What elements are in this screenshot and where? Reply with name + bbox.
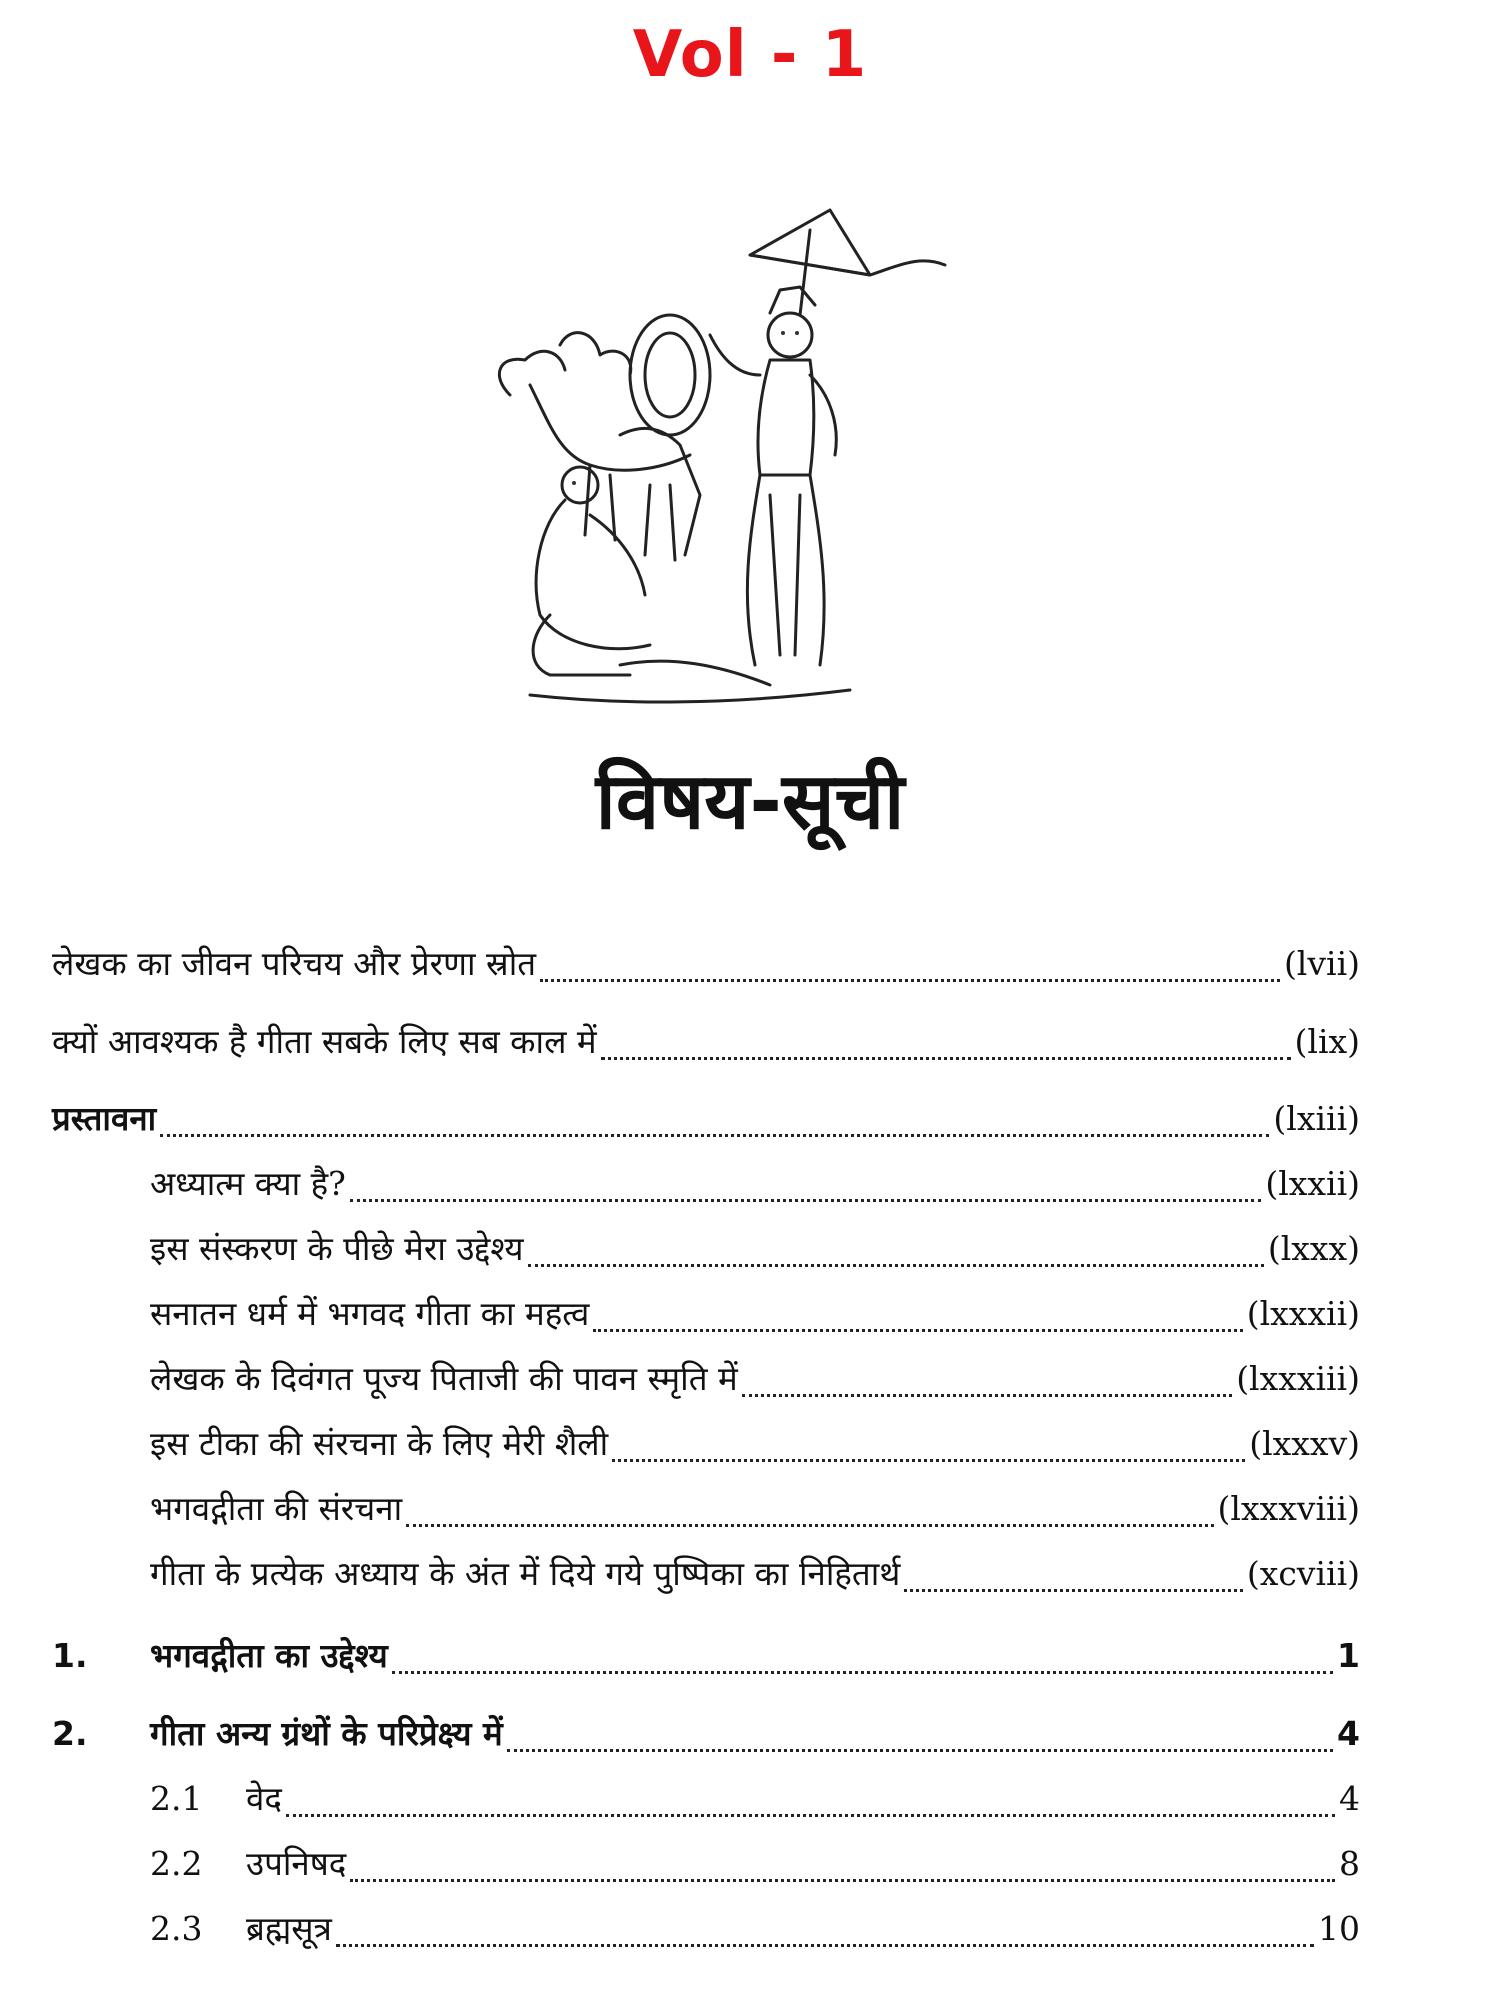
toc-entry-label: लेखक का जीवन परिचय और प्रेरणा स्रोत <box>52 944 537 983</box>
leader-dots <box>350 1199 1262 1202</box>
toc-entry-style[interactable] <box>150 1420 1360 1476</box>
toc-entry-label: इस संस्करण के पीछे मेरा उद्देश्य <box>150 1229 524 1268</box>
toc-chapter-2[interactable] <box>52 1710 1360 1766</box>
leader-dots <box>160 1134 1269 1137</box>
leader-dots <box>507 1749 1333 1752</box>
subentry-number: 2.1 <box>150 1779 203 1818</box>
toc-entry-page: (lxxxv) <box>1249 1424 1360 1463</box>
toc-entry-page: 4 <box>1337 1714 1360 1753</box>
leader-dots <box>540 979 1280 982</box>
toc-entry-why-gita[interactable] <box>52 1018 1360 1074</box>
toc-subentry-2-2[interactable] <box>150 1840 1360 1896</box>
leader-dots <box>742 1394 1232 1397</box>
toc-chapter-1[interactable] <box>52 1632 1360 1688</box>
toc-entry-label: अध्यात्म क्या है? <box>150 1164 346 1203</box>
toc-entry-page: (lix) <box>1294 1022 1360 1061</box>
subentry-number: 2.3 <box>150 1909 203 1948</box>
toc-entry-label: सनातन धर्म में भगवद गीता का महत्व <box>150 1294 590 1333</box>
toc-entry-label: उपनिषद <box>246 1844 347 1883</box>
leader-dots <box>392 1671 1333 1674</box>
toc-entry-page: (lxxii) <box>1265 1164 1360 1203</box>
toc-entry-label: गीता अन्य ग्रंथों के परिप्रेक्ष्य में <box>150 1714 503 1753</box>
toc-entry-label: भगवद्गीता की संरचना <box>150 1489 403 1528</box>
toc-entry-page: 8 <box>1339 1844 1360 1883</box>
chapter-number: 2. <box>52 1714 88 1753</box>
toc-entry-label: भगवद्गीता का उद्देश्य <box>150 1636 388 1675</box>
leader-dots <box>528 1264 1264 1267</box>
toc-entry-adhyatma[interactable] <box>150 1160 1360 1216</box>
toc-entry-purpose[interactable] <box>150 1225 1360 1281</box>
toc-entry-page: 1 <box>1337 1636 1360 1675</box>
volume-label: Vol - 1 <box>632 18 868 92</box>
leader-dots <box>406 1524 1213 1527</box>
subentry-number: 2.2 <box>150 1844 203 1883</box>
toc-entry-label: गीता के प्रत्येक अध्याय के अंत में दिये गये पुष्पिका का निहितार्थ <box>150 1554 901 1593</box>
leader-dots <box>904 1589 1243 1592</box>
leader-dots <box>286 1814 1335 1817</box>
toc-entry-page: (lxxxviii) <box>1217 1489 1360 1528</box>
toc-subentry-2-1[interactable] <box>150 1775 1360 1831</box>
toc-entry-sanatan[interactable] <box>150 1290 1360 1346</box>
leader-dots <box>350 1879 1335 1882</box>
toc-subentry-2-3[interactable] <box>150 1905 1360 1961</box>
toc-entry-page: 10 <box>1318 1909 1360 1948</box>
toc-entry-prastavana[interactable] <box>52 1095 1360 1151</box>
chapter-number: 1. <box>52 1636 88 1675</box>
toc-entry-label: ब्रह्मसूत्र <box>246 1909 332 1948</box>
toc-entry-page: 4 <box>1339 1779 1360 1818</box>
leader-dots <box>593 1329 1242 1332</box>
toc-entry-page: (lxxxiii) <box>1236 1359 1360 1398</box>
krishna-arjuna-chariot-illustration <box>470 195 970 715</box>
toc-entry-label: लेखक के दिवंगत पूज्य पिताजी की पावन स्मृति में <box>150 1359 738 1398</box>
toc-entry-label: इस टीका की संरचना के लिए मेरी शैली <box>150 1424 609 1463</box>
leader-dots <box>612 1459 1245 1462</box>
toc-entry-structure[interactable] <box>150 1485 1360 1541</box>
toc-entry-label: प्रस्तावना <box>52 1099 157 1138</box>
toc-entry-page: (lvii) <box>1283 944 1360 983</box>
toc-entry-pushpika[interactable] <box>150 1550 1360 1606</box>
toc-entry-page: (lxiii) <box>1273 1099 1360 1138</box>
toc-entry-page: (lxxx) <box>1267 1229 1360 1268</box>
leader-dots <box>336 1944 1314 1947</box>
toc-entry-page: (xcviii) <box>1246 1554 1360 1593</box>
toc-entry-author-bio[interactable] <box>52 940 1360 996</box>
toc-entry-label: वेद <box>246 1779 282 1818</box>
toc-entry-label: क्यों आवश्यक है गीता सबके लिए सब काल में <box>52 1022 597 1061</box>
toc-entry-page: (lxxxii) <box>1246 1294 1360 1333</box>
toc-entry-memory[interactable] <box>150 1355 1360 1411</box>
page-title: विषय-सूची <box>595 757 905 847</box>
leader-dots <box>601 1057 1291 1060</box>
